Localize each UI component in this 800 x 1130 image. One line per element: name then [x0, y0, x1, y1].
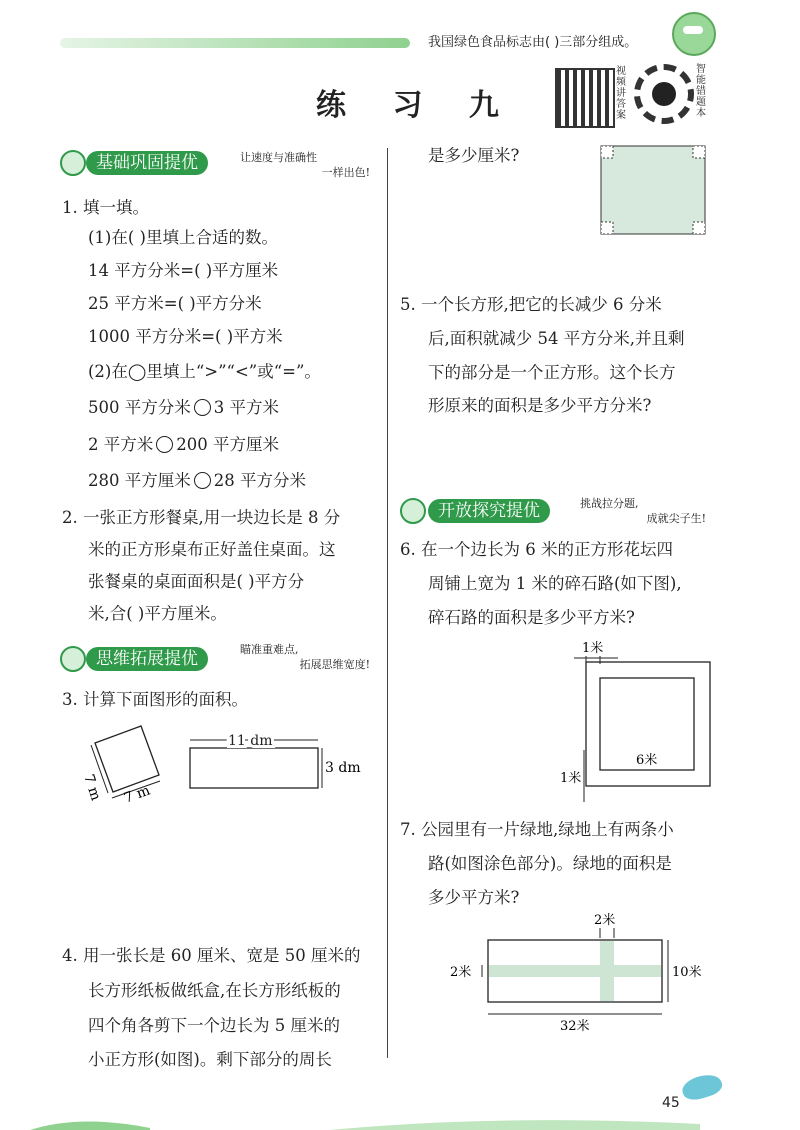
dolphin-mascot-icon: [680, 1070, 725, 1103]
q4-figure: [594, 140, 714, 240]
qr-caption: 视频讲答案: [616, 66, 626, 121]
rect-length-label: 11 dm: [228, 733, 273, 749]
compare-left: 500 平方分米: [88, 398, 191, 417]
ufo-icon: [60, 646, 86, 672]
q1-item-e: [88, 435, 279, 455]
path-width-bottom: 1米: [560, 771, 582, 786]
corner-cut: [693, 222, 705, 234]
corner-cut: [601, 222, 613, 234]
q6-figure: [560, 636, 720, 806]
q4-line-3: 四个角各剪下一个边长为 5 厘米的: [88, 1016, 340, 1035]
compare-circle[interactable]: [194, 472, 211, 489]
header-decor-bar: [60, 38, 410, 48]
q1-item-f: [88, 471, 306, 491]
q4-line-2: 长方形纸板做纸盒,在长方形纸板的: [88, 981, 341, 1000]
section-thinking-label: 思维拓展提优: [86, 647, 208, 671]
square-side-left: 7 m: [80, 772, 104, 803]
section-open-label: 开放探究提优: [428, 499, 550, 523]
horizontal-path: [489, 965, 661, 977]
section-open-slogan: [580, 496, 706, 526]
q1-title: 1. 填一填。: [62, 198, 149, 217]
q1-item-c: 1000 平方分米=( )平方米: [88, 327, 283, 346]
path-width-top: 2米: [594, 913, 616, 928]
header-note: 我国绿色食品标志由( )三部分组成。: [428, 35, 638, 50]
q7-line-3: 多少平方米?: [428, 888, 520, 907]
compare-circle[interactable]: [194, 399, 211, 416]
corner-cut: [601, 146, 613, 158]
q1-part2: (2)在◯里填上“>”“<”或“=”。: [88, 362, 321, 381]
rectangle: [190, 748, 318, 788]
land-length-label: 32米: [560, 1019, 590, 1034]
page-number: 45: [662, 1095, 680, 1111]
land-width-label: 10米: [672, 965, 702, 980]
q5-line-4: 形原来的面积是多少平方分米?: [428, 396, 652, 415]
page-title: 练 习 九: [316, 88, 517, 123]
q2-line-2: 米的正方形桌布正好盖住桌面。这: [88, 540, 336, 559]
slogan-line-2: 拓展思维宽度!: [299, 658, 370, 671]
robot-mascot-icon: [672, 12, 716, 56]
section-basic-label: 基础巩固提优: [86, 151, 208, 175]
slogan-line-2: 成就尖子生!: [646, 512, 706, 525]
q5-line-2: 后,面积就减少 54 平方分米,并且剩: [428, 329, 685, 348]
footer-decor-bar: [0, 1110, 800, 1130]
q4-line-4: 小正方形(如图)。剩下部分的周长: [88, 1050, 332, 1069]
q1-item-d: [88, 398, 279, 418]
q7-line-1: 7. 公园里有一片绿地,绿地上有两条小: [400, 820, 674, 839]
q2-line-3: 张餐桌的桌面面积是( )平方分: [88, 572, 305, 591]
q2-line-4: 米,合( )平方厘米。: [88, 604, 227, 623]
qr-code-icon[interactable]: [555, 68, 615, 128]
q3-title: 3. 计算下面图形的面积。: [62, 690, 248, 709]
q4-line-5: 是多少厘米?: [428, 146, 520, 165]
path-width-top: 1米: [582, 641, 604, 656]
corner-cut: [693, 146, 705, 158]
q6-line-2: 周铺上宽为 1 米的碎石路(如下图),: [428, 574, 682, 593]
q2-line-1: 2. 一张正方形餐桌,用一块边长是 8 分: [62, 508, 341, 527]
slogan-line-2: 一样出色!: [321, 166, 370, 179]
q5-line-1: 5. 一个长方形,把它的长减少 6 分米: [400, 295, 662, 314]
q7-figure: [448, 910, 718, 1040]
rect-width-label: 3 dm: [325, 760, 361, 776]
section-thinking-slogan: [240, 642, 370, 672]
q1-part1: (1)在( )里填上合适的数。: [88, 228, 278, 247]
compare-right: 3 平方米: [213, 398, 279, 417]
q6-line-3: 碎石路的面积是多少平方米?: [428, 608, 635, 627]
path-width-left: 2米: [450, 965, 472, 980]
app-name: 智能错题本: [696, 64, 706, 119]
q1-item-b: 25 平方米=( )平方分米: [88, 294, 262, 313]
q5-line-3: 下的部分是一个正方形。这个长方: [428, 363, 676, 382]
compare-circle[interactable]: [156, 436, 173, 453]
square-side-bottom: 7 m: [121, 782, 153, 807]
q7-line-2: 路(如图涂色部分)。绿地的面积是: [428, 854, 672, 873]
slogan-line-1: 瞄准重难点,: [240, 643, 299, 656]
section-basic-slogan: [240, 150, 370, 180]
compare-right: 28 平方分米: [213, 471, 306, 490]
target-icon: [60, 150, 86, 176]
vertical-path: [600, 941, 614, 1001]
column-divider: [387, 148, 388, 1058]
app-logo-icon[interactable]: [634, 64, 694, 124]
compare-right: 200 平方厘米: [176, 435, 279, 454]
q3-figures: [70, 718, 370, 818]
satellite-icon: [400, 498, 426, 524]
inner-side-label: 6米: [636, 753, 658, 768]
q6-line-1: 6. 在一个边长为 6 米的正方形花坛四: [400, 540, 673, 559]
slogan-line-1: 让速度与准确性: [240, 151, 317, 164]
q4-line-1: 4. 用一张长是 60 厘米、宽是 50 厘米的: [62, 946, 361, 965]
slogan-line-1: 挑战拉分题,: [580, 497, 639, 510]
compare-left: 280 平方厘米: [88, 471, 191, 490]
cardboard: [601, 146, 705, 234]
compare-left: 2 平方米: [88, 435, 154, 454]
q1-item-a: 14 平方分米=( )平方厘米: [88, 261, 279, 280]
